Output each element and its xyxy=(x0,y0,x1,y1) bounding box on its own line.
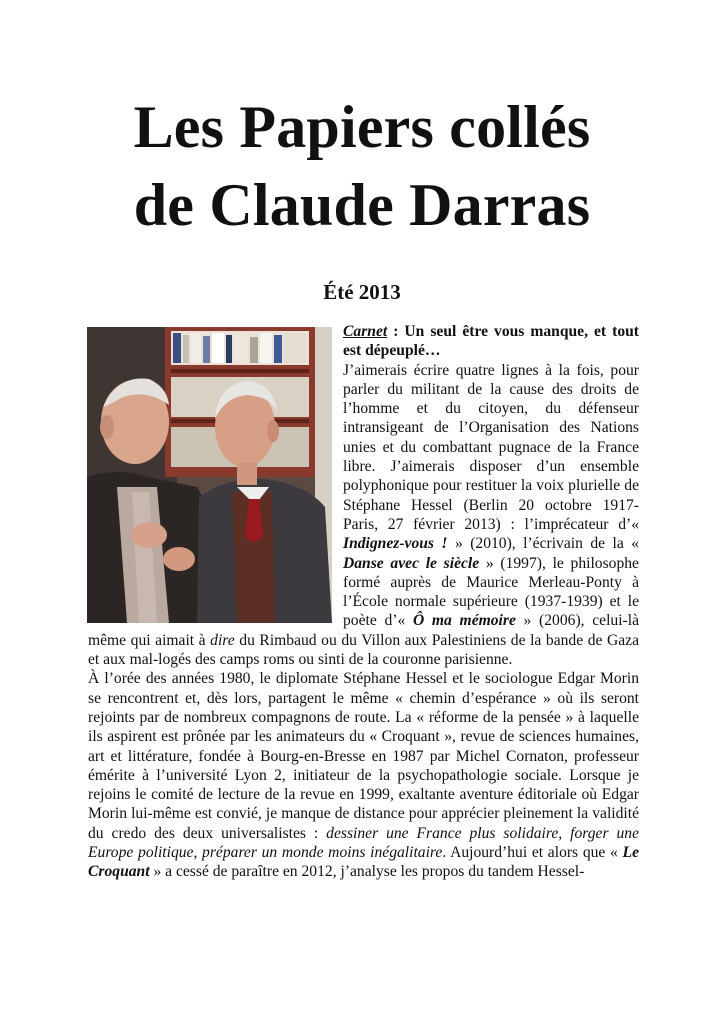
article-body xyxy=(88,322,639,882)
work-title-danse-avec-le-siecle: Danse avec le siècle xyxy=(343,554,480,572)
p1-text-1: J’aimerais écrire quatre lignes à la fois, pour parler du militant de la cause des droits de l’homme et du citoyen, du défenseur intransigeant de l’Organisation des Nations unies et du combattant pugnace de la France libre. J’aimerais disposer d’un ensemble polyphonique pour restituer la voix plurielle de Stéphane Hessel (Berlin 20 octobre 1917-Paris, 27 février 2013) : l’imprécateur d’« xyxy=(343,361,639,533)
p1-text-5: du Rimbaud ou du Villon aux Palestiniens de la bande de Gaza et aux mal-logés des camps roms ou sinti de la couronne parisienne. xyxy=(88,631,639,669)
p2-italic-credo: dessiner une France plus solidaire, forger une Europe politique, préparer un monde moins inégalitaire xyxy=(88,824,639,862)
p1-text-3: » (1997), le philosophe formé auprès de Maurice Merleau-Ponty à l’École normale supérieure (1937-1939) et le poète d’« xyxy=(343,554,639,630)
title-line-1: Les Papiers collés xyxy=(133,94,591,160)
p1-text-4: » (2006), celui-là même qui aimait à xyxy=(88,612,639,649)
p2-text-3: » a cessé de paraître en 2012, j’analyse les propos du tandem Hessel- xyxy=(149,863,585,881)
carnet-heading-text: : Un seul être vous manque, et tout est dépeuplé… xyxy=(343,323,639,360)
document-title xyxy=(0,88,724,244)
title-line-2: de Claude Darras xyxy=(133,172,591,238)
p1-text-2: » (2010), l’écrivain de la « xyxy=(447,535,640,553)
p2-text-2: . Aujourd’hui et alors que « xyxy=(442,844,623,862)
photo-float-spacer xyxy=(88,322,343,624)
carnet-label: Carnet xyxy=(343,323,388,340)
p2-text-1: À l’orée des années 1980, le diplomate Stéphane Hessel et le sociologue Edgar Morin se rencontrent et, dès lors, partagent le même « chemin d’espérance » où ils seront rejoints par de nombreux compagnons de route. La « réforme de la pensée » à laquelle ils aspirent est prônée par les animateurs du « Croquant », revue de sciences humaines, art et littérature, fondée à Bourg-en-Bresse en 1987 par Michel Cornaton, professeur émérite à l’université Lyon 2, initiateur de la psychopathologie sociale. Lorsque je rejoins le comité de lecture de la revue en 1999, exaltante aventure éditoriale où Edgar Morin lui-même est convié, je manque de distance pour apprécier pleinement la validité du credo des deux universalistes : xyxy=(88,670,639,842)
p1-italic-dire: dire xyxy=(210,631,235,649)
work-title-le-croquant: Le Croquant xyxy=(88,844,639,881)
work-title-o-ma-memoire: Ô ma mémoire xyxy=(412,612,516,630)
work-title-indignez-vous: Indignez-vous ! xyxy=(343,535,448,553)
document-subtitle: Été 2013 xyxy=(323,280,401,304)
paragraph-2 xyxy=(88,669,639,881)
